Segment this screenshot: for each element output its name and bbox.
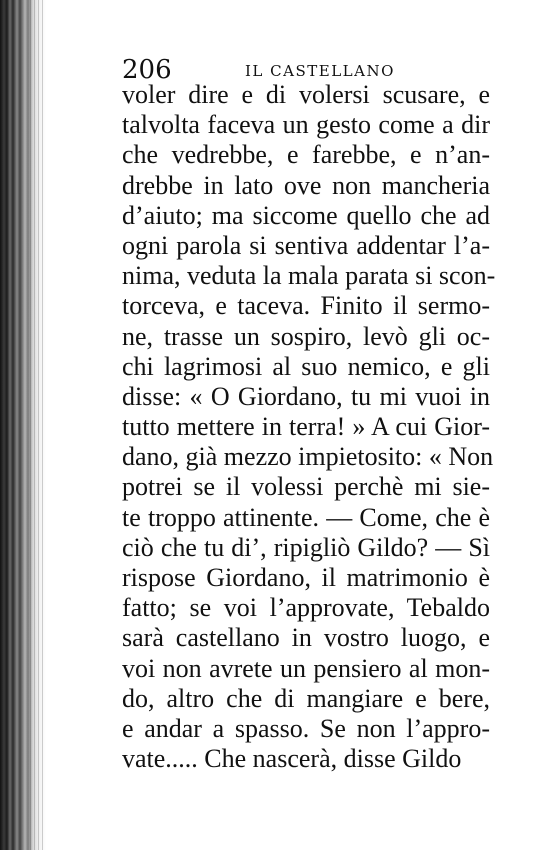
text-line: nima, veduta la mala parata si scon- [122,261,496,291]
text-line: ogni parola si sentiva addentar l’a- [122,230,490,260]
text-line: fatto; se voi l’approvate, Tebaldo [122,593,490,623]
text-line: rispose Giordano, il matrimonio è [122,563,490,592]
text-line: do, altro che di mangiare e bere, [122,683,490,713]
text-line: potrei se il volessi perchè mi sie- [122,472,490,502]
text-line: ciò che tu di’, ripigliò Gildo? — Sì [122,532,490,562]
text-line: disse: « O Giordano, tu mi vuoi in [122,381,490,411]
page-edges [30,0,44,850]
text-line: sarà castellano in vostro luogo, e [122,623,490,653]
running-head: IL CASTELLANO [245,62,395,80]
text-line: chi lagrimosi al suo nemico, e gli [122,351,490,381]
text-line: ne, trasse un sospiro, levò gli oc- [122,321,490,351]
text-line: talvolta faceva un gesto come a dir [122,110,490,140]
text-line: che vedrebbe, e farebbe, e n’an- [122,140,490,170]
text-line: vate..... Che nascerà, disse Gildo [122,744,462,774]
text-line: torceva, e taceva. Finito il sermo- [122,291,490,321]
text-line: tutto mettere in terra! » A cui Gior- [122,412,490,442]
text-line: dano, già mezzo impietosito: « Non [122,442,494,472]
text-line: voi non avrete un pensiero al mon- [122,653,490,683]
page-number: 206 [122,55,172,85]
text-line: voler dire e di volersi scusare, e [122,80,490,109]
text-line: d’aiuto; ma siccome quello che ad [122,200,490,230]
text-line: drebbe in lato ove non mancheria [122,170,490,200]
body-text [122,80,496,774]
text-line: e andar a spasso. Se non l’appro- [122,713,490,743]
text-line: te troppo attinente. — Come, che è [122,502,490,532]
